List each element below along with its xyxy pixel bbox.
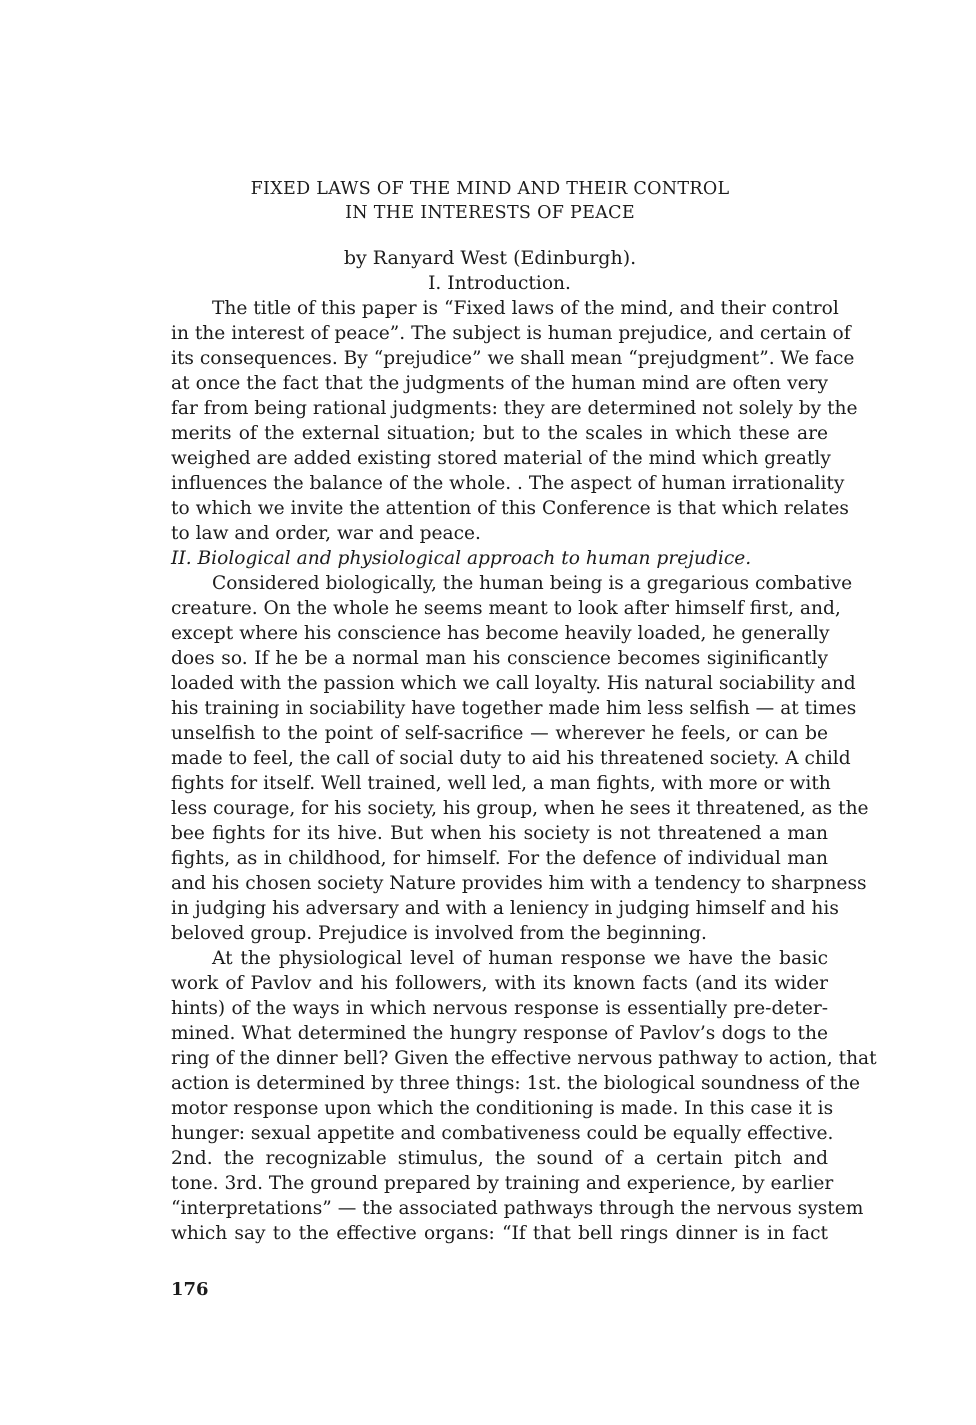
body-line: at once the fact that the judgments of the human mind are often very <box>171 373 828 394</box>
body-line: At the physiological level of human response we have the basic <box>212 948 828 969</box>
body-line: “interpretations” — the associated pathways through the nervous system <box>171 1198 864 1219</box>
body-line: to law and order, war and peace. <box>171 523 481 544</box>
body-line: work of Pavlov and his followers, with its known facts (and its wider <box>171 973 828 994</box>
article-title-line-2: IN THE INTERESTS OF PEACE <box>345 203 635 223</box>
body-line: influences the balance of the whole. . The aspect of human irrationality <box>171 473 845 494</box>
body-line: in the interest of peace”. The subject is human prejudice, and certain of <box>171 323 851 344</box>
body-line: merits of the external situation; but to the scales in which these are <box>171 423 828 444</box>
body-line: beloved group. Prejudice is involved from the beginning. <box>171 923 707 944</box>
body-line: creature. On the whole he seems meant to look after himself first, and, <box>171 598 841 619</box>
body-line: bee fights for its hive. But when his society is not threatened a man <box>171 823 828 844</box>
body-line: Considered biologically, the human being is a gregarious combative <box>212 573 853 594</box>
body-line: its consequences. By “prejudice” we shall mean “prejudgment”. We face <box>171 348 855 369</box>
body-line: far from being rational judgments: they are determined not solely by the <box>171 398 858 419</box>
body-line: hints) of the ways in which nervous response is essentially pre-deter- <box>171 998 828 1019</box>
section-heading-introduction: I. Introduction. <box>428 273 571 294</box>
body-line: his training in sociability have together made him less selfish — at times <box>171 698 857 719</box>
body-line: except where his conscience has become heavily loaded, he generally <box>171 623 830 644</box>
author-byline: by Ranyard West (Edinburgh). <box>343 247 637 269</box>
body-line: The title of this paper is “Fixed laws of the mind, and their control <box>212 298 839 319</box>
body-line: to which we invite the attention of this Conference is that which relates <box>171 498 849 519</box>
body-line: motor response upon which the conditioning is made. In this case it is <box>171 1098 834 1119</box>
body-line: and his chosen society Nature provides him with a tendency to sharpness <box>171 873 867 894</box>
body-line: which say to the effective organs: “If that bell rings dinner is in fact <box>171 1223 828 1244</box>
body-line: does so. If he be a normal man his conscience becomes siginificantly <box>171 648 828 669</box>
body-line: loaded with the passion which we call loyalty. His natural sociability and <box>171 673 856 694</box>
body-line: made to feel, the call of social duty to aid his threatened society. A child <box>171 748 851 769</box>
body-line: tone. 3rd. The ground prepared by training and experience, by earlier <box>171 1173 834 1194</box>
body-line: unselfish to the point of self-sacrifice — wherever he feels, or can be <box>171 723 828 744</box>
body-line: less courage, for his society, his group, when he sees it threatened, as the <box>171 798 869 819</box>
article-title-line-1: FIXED LAWS OF THE MIND AND THEIR CONTROL <box>250 179 730 199</box>
body-line: 2nd. the recognizable stimulus, the sound of a certain pitch and <box>171 1148 828 1169</box>
body-line: fights for itself. Well trained, well led, a man fights, with more or with <box>171 773 831 794</box>
section-heading-biological: II. Biological and physiological approach to human prejudice. <box>171 548 752 569</box>
body-line: in judging his adversary and with a leniency in judging himself and his <box>171 898 839 919</box>
page-number: 176 <box>171 1279 209 1300</box>
body-line: hunger: sexual appetite and combativeness could be equally effective. <box>171 1123 834 1144</box>
body-line: action is determined by three things: 1st. the biological soundness of the <box>171 1073 861 1094</box>
body-line: fights, as in childhood, for himself. For the defence of individual man <box>171 848 828 869</box>
body-line: mined. What determined the hungry response of Pavlov’s dogs to the <box>171 1023 828 1044</box>
body-line: weighed are added existing stored material of the mind which greatly <box>171 448 831 469</box>
body-line: ring of the dinner bell? Given the effective nervous pathway to action, that <box>171 1048 877 1069</box>
